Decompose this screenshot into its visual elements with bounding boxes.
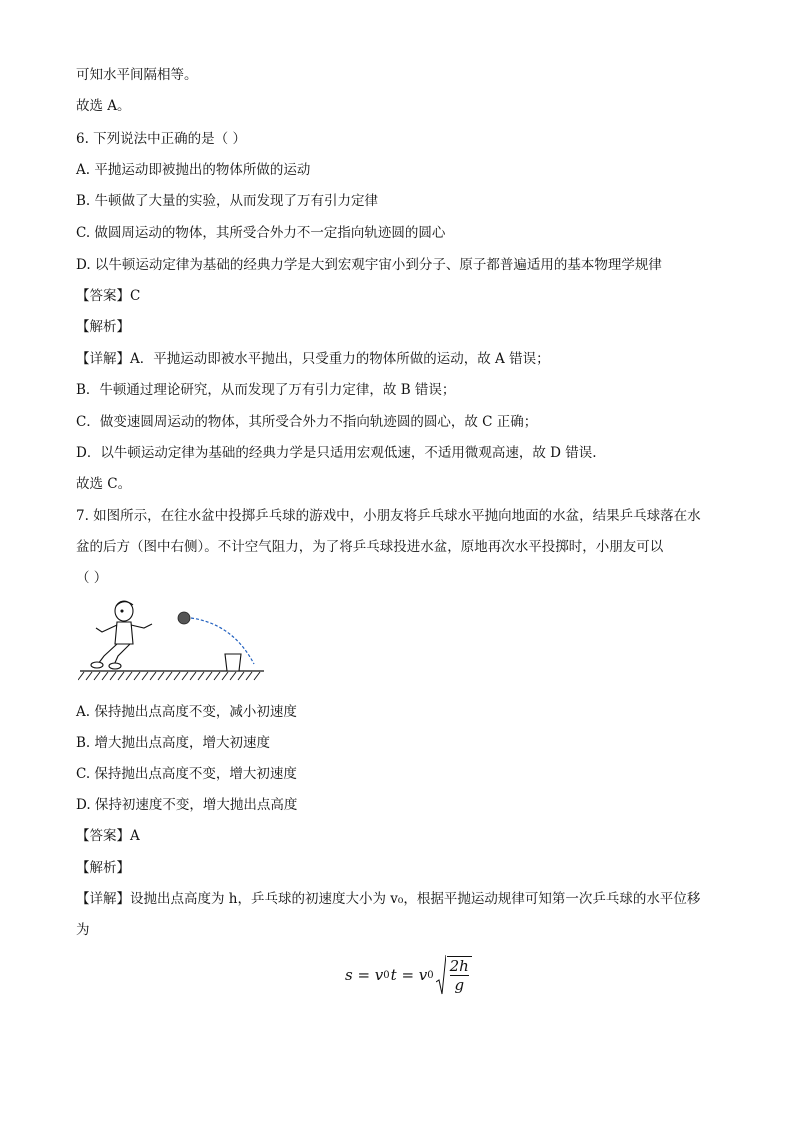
question-6-stem: 6. 下列说法中正确的是（ ） bbox=[76, 131, 246, 147]
child-figure bbox=[91, 601, 152, 669]
option-b: B. 增大抛出点高度，增大初速度 bbox=[76, 735, 271, 751]
formula-mid: t = v bbox=[390, 966, 428, 984]
option-b: B. 牛顿做了大量的实验，从而发现了万有引力定律 bbox=[76, 193, 379, 209]
explanation-line: 【详解】设抛出点高度为 h，乒乓球的初速度大小为 v₀，根据平抛运动规律可知第一次乒乓球的水平位移 bbox=[76, 891, 701, 907]
question-7-stem: 7. 如图所示，在往水盆中投掷乒乓球的游戏中，小朋友将乒乓球水平抛向地面的水盆，结果乒乓球落在水 bbox=[76, 508, 701, 524]
option-c: C. 保持抛出点高度不变，增大初速度 bbox=[76, 766, 297, 782]
answer: 【答案】A bbox=[76, 828, 140, 844]
answer: 【答案】C bbox=[76, 288, 141, 304]
explanation-line: 【详解】A．平抛运动即被水平抛出，只受重力的物体所做的运动，故 A 错误； bbox=[76, 351, 550, 367]
option-a: A. 平抛运动即被抛出的物体所做的运动 bbox=[76, 162, 311, 178]
option-a: A. 保持抛出点高度不变，减小初速度 bbox=[76, 704, 297, 720]
analysis-heading: 【解析】 bbox=[76, 319, 130, 335]
ping-pong-ball bbox=[178, 612, 190, 624]
analysis-heading: 【解析】 bbox=[76, 860, 130, 876]
radical-sign bbox=[436, 954, 446, 996]
formula-subscript: 0 bbox=[427, 969, 434, 981]
explanation-line: B．牛顿通过理论研究，从而发现了万有引力定律，故 B 错误； bbox=[76, 382, 456, 398]
option-c: C. 做圆周运动的物体，其所受合外力不一定指向轨迹圆的圆心 bbox=[76, 225, 446, 241]
text-line: 故选 C。 bbox=[76, 476, 132, 492]
text-line: 可知水平间隔相等。 bbox=[76, 67, 198, 83]
option-d: D. 保持初速度不变，增大抛出点高度 bbox=[76, 797, 298, 813]
text-line: 为 bbox=[76, 922, 90, 938]
formula-lhs: s = v bbox=[345, 966, 384, 984]
question-7-bracket: （ ） bbox=[76, 570, 108, 586]
question-7-stem: 盆的后方（图中右侧）。不计空气阻力，为了将乒乓球投进水盆，原地再次水平投掷时，小朋友可以 bbox=[76, 539, 664, 555]
formula-subscript: 0 bbox=[383, 969, 390, 981]
trajectory-curve bbox=[191, 618, 254, 664]
explanation-line: D．以牛顿运动定律为基础的经典力学是只适用宏观低速，不适用微观高速，故 D 错误. bbox=[76, 445, 597, 461]
fraction bbox=[447, 956, 472, 994]
explanation-line: C．做变速圆周运动的物体，其所受合外力不指向轨迹圆的圆心，故 C 正确； bbox=[76, 414, 538, 430]
water-basin bbox=[225, 654, 241, 671]
throwing-figure bbox=[78, 598, 268, 686]
fraction-numerator: 2h bbox=[449, 957, 469, 975]
text-line: 故选 A。 bbox=[76, 98, 131, 114]
sqrt-radical bbox=[436, 954, 472, 996]
fraction-denominator: g bbox=[454, 976, 465, 994]
displacement-formula bbox=[345, 952, 472, 998]
option-d: D. 以牛顿运动定律为基础的经典力学是大到宏观宇宙小到分子、原子都普遍适用的基本物理学规律 bbox=[76, 257, 662, 273]
